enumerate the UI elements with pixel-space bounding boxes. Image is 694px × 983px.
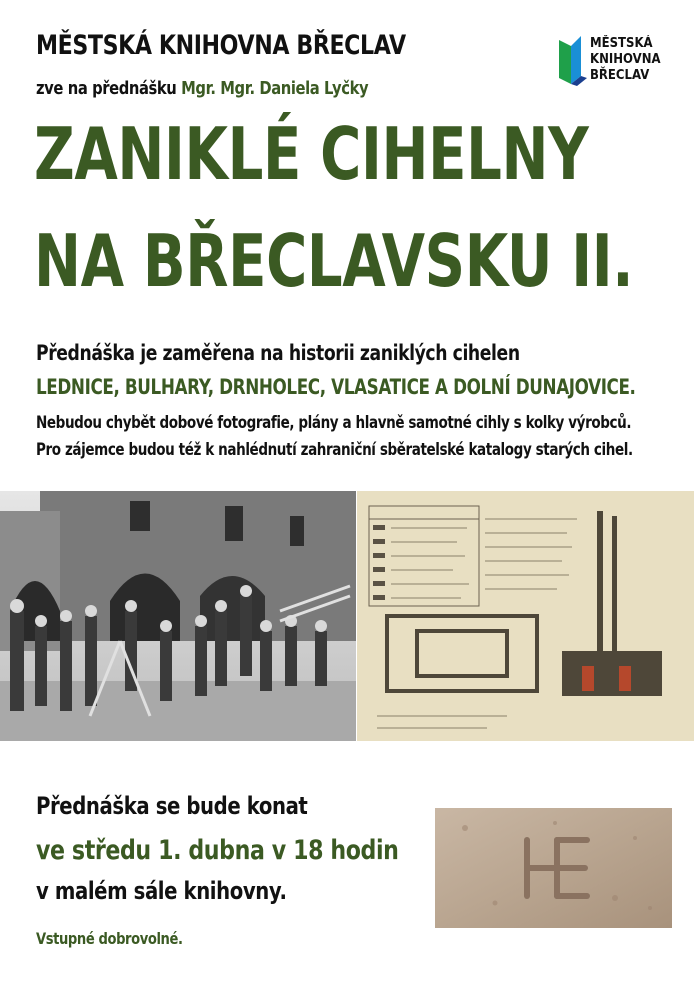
brickworks-plan-drawing xyxy=(357,491,694,741)
logo-book-blue xyxy=(571,36,581,84)
logo-line-1: MĚSTSKÁ xyxy=(590,36,653,51)
brick-stamp-photo xyxy=(435,808,672,928)
description-intro: Přednáška je zaměřena na historii zaniklých cihelen xyxy=(36,341,520,365)
title-line-1: ZANIKLÉ CIHELNY xyxy=(34,112,589,196)
event-date-time: ve středu 1. dubna v 18 hodin xyxy=(36,835,399,866)
event-intro: Přednáška se bude konat xyxy=(36,792,308,820)
lecturer-name: Mgr. Mgr. Daniela Lyčky xyxy=(181,78,369,99)
logo-book-green xyxy=(559,40,571,84)
invite-line xyxy=(36,78,368,99)
library-name: MĚSTSKÁ KNIHOVNA BŘECLAV xyxy=(36,30,406,61)
logo-text xyxy=(590,36,661,84)
description-places: LEDNICE, BULHARY, DRNHOLEC, VLASATICE A DOLNÍ DUNAJOVICE. xyxy=(36,375,636,399)
logo-line-3: BŘECLAV xyxy=(590,68,650,83)
entry-fee: Vstupné dobrovolné. xyxy=(36,929,183,948)
brickworks-workers-photo xyxy=(0,491,356,741)
event-place: v malém sále knihovny. xyxy=(36,877,287,905)
title-line-2: NA BŘECLAVSKU II. xyxy=(34,219,634,303)
logo-line-2: KNIHOVNA xyxy=(590,52,661,67)
description-line-3: Nebudou chybět dobové fotografie, plány a hlavně samotné cihly s kolky výrobců. xyxy=(36,413,632,432)
invite-prefix: zve na přednášku xyxy=(36,78,182,99)
description-line-4: Pro zájemce budou též k nahlédnutí zahraniční sběratelské katalogy starých cihel. xyxy=(36,440,633,459)
